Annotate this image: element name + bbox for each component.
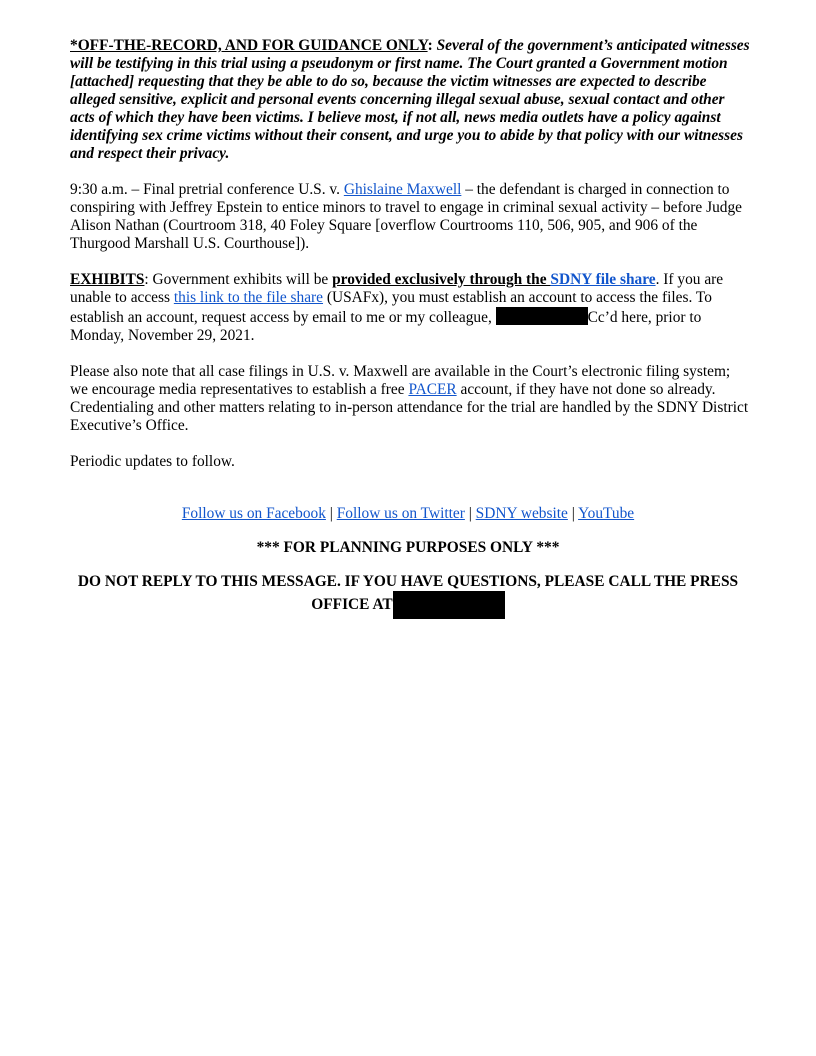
social-separator: |	[325, 505, 337, 522]
do-not-reply-text: DO NOT REPLY TO THIS MESSAGE. IF YOU HAVE QUESTIONS, PLEASE CALL THE PRESS OFFICE AT	[77, 573, 739, 613]
file-share-access-link[interactable]: this link to the file share	[173, 289, 324, 306]
planning-purposes-notice: *** FOR PLANNING PURPOSES ONLY ***	[256, 539, 560, 556]
youtube-link[interactable]: YouTube	[578, 505, 635, 522]
periodic-updates-text: Periodic updates to follow.	[70, 453, 235, 470]
sdny-file-share-link[interactable]: SDNY file share	[550, 271, 656, 288]
pacer-link[interactable]: PACER	[408, 381, 457, 398]
case-filings-paragraph	[70, 363, 750, 435]
facebook-link[interactable]: Follow us on Facebook	[181, 505, 326, 522]
press-advisory-body	[70, 37, 750, 471]
exhibits-text-1: : Government exhibits will be	[144, 271, 333, 288]
social-links-row	[70, 505, 746, 523]
exhibits-text-3: (USAFx), you must establish an account to access the files. To establish an account, request access by email to me or my colleague,	[70, 289, 712, 326]
exhibits-heading: EXHIBITS	[70, 271, 145, 288]
filings-text-1: Please also note that all case filings in U.S. v. Maxwell are available in the Court’s electronic filing system; we encourage media representatives to establish a free	[70, 363, 731, 398]
social-separator: |	[567, 505, 579, 522]
off-the-record-text: Several of the government’s anticipated witnesses will be testifying in this trial using a pseudonym or first name. The Court granted a Government motion [attached] requesting that they be able to do so, because the victim witnesses are expected to describe alleged sensitive, explicit and personal events concerning illegal sexual abuse, sexual contact and other acts of which they have been victims. I believe most, if not all, news media outlets have a policy against identifying sex crime victims without their consent, and urge you to abide by that policy with our witnesses and respect their privacy.	[70, 37, 750, 162]
schedule-time-text: 9:30 a.m. – Final pretrial conference U.S. v.	[70, 181, 344, 198]
off-the-record-colon: :	[427, 37, 433, 54]
schedule-paragraph	[70, 181, 750, 253]
exhibits-emphasis: provided exclusively through the	[332, 271, 551, 288]
exhibits-text-4: Cc’d here, prior to Monday, November 29, 2021.	[70, 309, 702, 344]
do-not-reply-notice	[70, 573, 746, 619]
filings-text-2: account, if they have not done so already. Credentialing and other matters relating to in-person attendance for the trial are handled by the SDNY District Executive’s Office.	[70, 381, 749, 434]
off-the-record-heading: *OFF-THE-RECORD, AND FOR GUIDANCE ONLY	[70, 37, 428, 54]
defendant-link[interactable]: Ghislaine Maxwell	[343, 181, 462, 198]
sdny-website-link[interactable]: SDNY website	[475, 505, 568, 522]
exhibits-text-2: . If you are unable to access	[70, 271, 724, 306]
exhibits-paragraph	[70, 271, 750, 345]
schedule-details-text: – the defendant is charged in connection to conspiring with Jeffrey Epstein to entice minors to travel to engage in criminal sexual activity – before Judge Alison Nathan (Courtroom 318, 40 Foley Square [overflow Courtrooms 110, 506, 905, and 906 of the Thurgood Marshall U.S. Courthouse]).	[70, 181, 743, 252]
off-the-record-paragraph	[70, 37, 750, 163]
phone-redaction	[393, 591, 505, 619]
twitter-link[interactable]: Follow us on Twitter	[336, 505, 465, 522]
colleague-redaction	[496, 307, 588, 325]
social-separator: |	[464, 505, 476, 522]
